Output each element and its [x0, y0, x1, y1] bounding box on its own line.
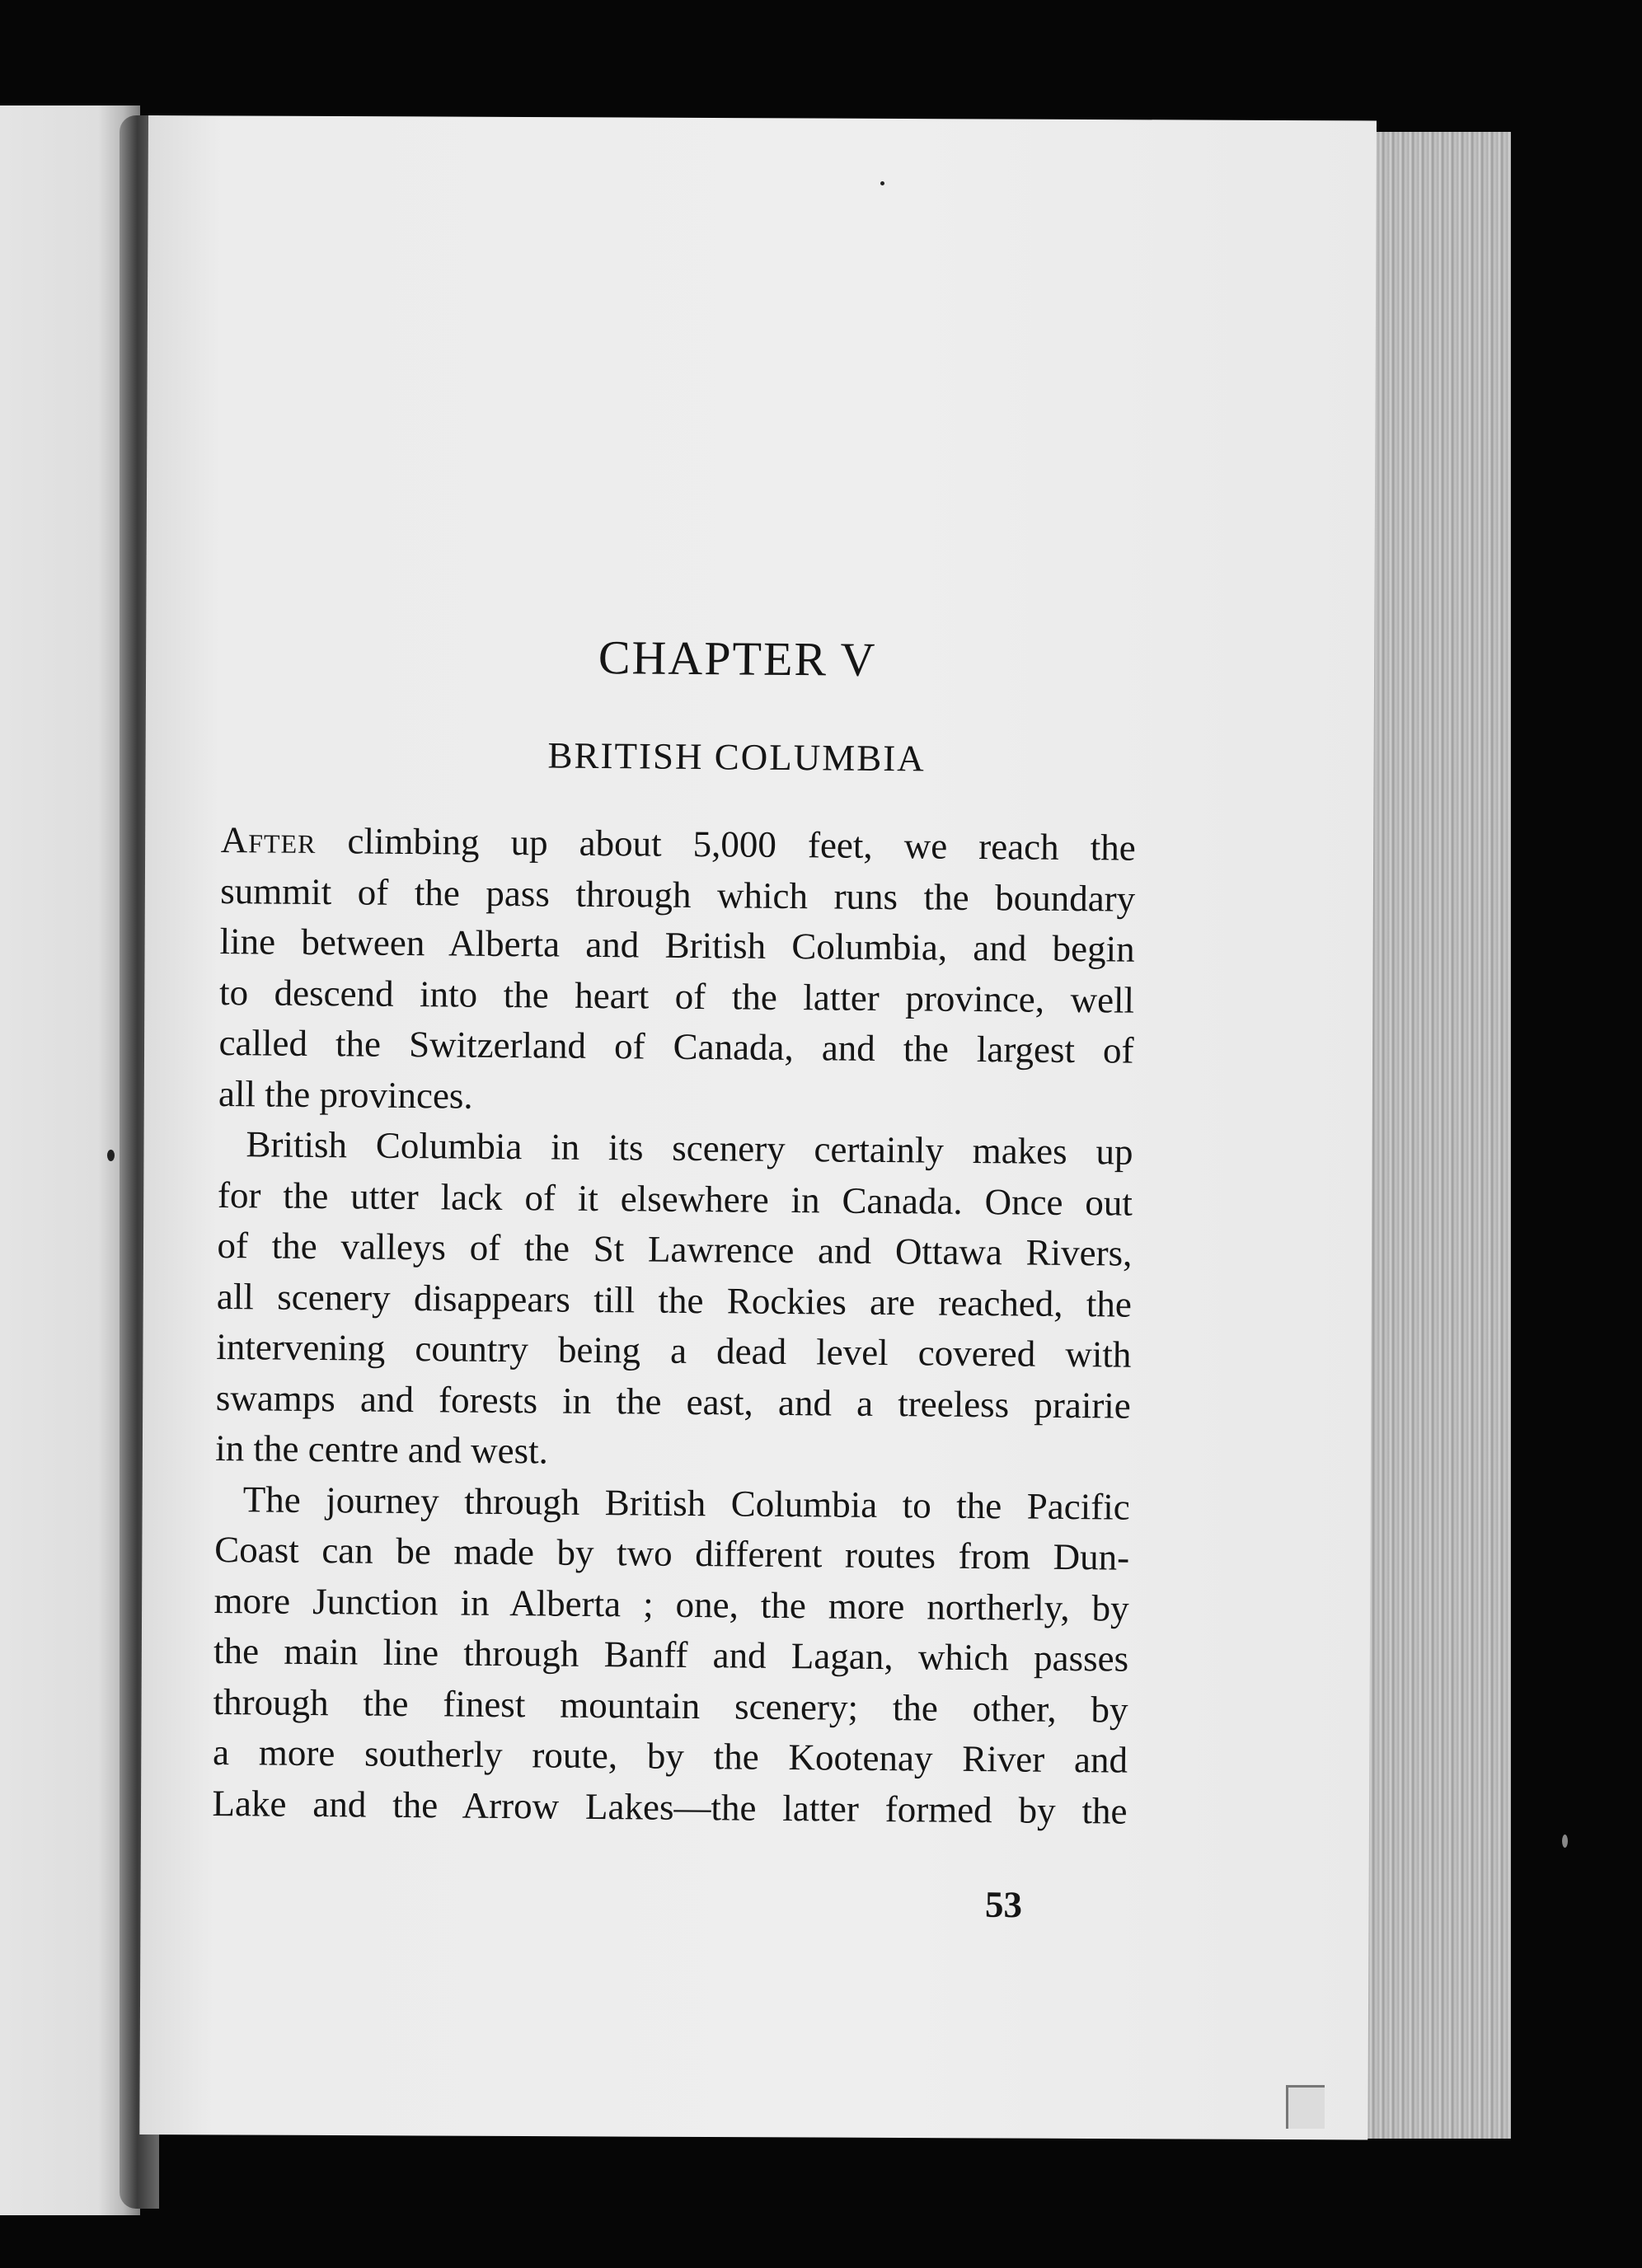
page-number: 53 [984, 1883, 1023, 1926]
dust-speck [107, 1150, 115, 1161]
text-line: Coast can be made by two different routes from Dun- [214, 1528, 1130, 1578]
text-line: After climbing up about 5,000 feet, we reach the [220, 818, 1136, 869]
text-line: swamps and forests in the east, and a treeless prairie [215, 1376, 1132, 1427]
text-line: the main line through Banff and Lagan, which passes [213, 1629, 1129, 1680]
text-line: all scenery disappears till the Rockies are reached, the [216, 1275, 1133, 1325]
paragraph-3 [212, 1474, 1130, 1836]
paragraph-2 [215, 1119, 1133, 1482]
text-line: of the valleys of the St Lawrence and Ottawa Rivers, [217, 1224, 1133, 1274]
chapter-heading: CHAPTER V [598, 630, 877, 686]
page-text [212, 626, 1138, 1837]
dust-speck [880, 181, 884, 185]
text-line: a more southerly route, by the Kootenay River and [212, 1731, 1128, 1781]
text-line: through the finest mountain scenery; the other, by [213, 1680, 1128, 1731]
text-line: Lake and the Arrow Lakes—the latter formed by the [212, 1782, 1128, 1832]
text-line: in the centre and west. [215, 1427, 549, 1472]
text-line: line between Alberta and British Columbia, and begin [219, 920, 1135, 970]
text-line: summit of the pass through which runs the boundary [219, 869, 1136, 920]
text-line: intervening country being a dead level covered with [216, 1325, 1132, 1375]
dust-speck [1562, 1835, 1568, 1848]
text-line: to descend into the heart of the latter province, well [218, 971, 1135, 1021]
text-line: The journey through British Columbia to the Pacific [242, 1478, 1130, 1528]
text-line: British Columbia in its scenery certainly makes up [246, 1123, 1133, 1173]
text-line: for the utter lack of it elsewhere in Canada. Once out [217, 1174, 1133, 1224]
page-edges [1358, 132, 1511, 2139]
text-line: more Junction in Alberta ; one, the more northerly, by [213, 1579, 1129, 1629]
drop-word: After [220, 818, 317, 861]
text-line: called the Switzerland of Canada, and the largest of [218, 1021, 1134, 1071]
corner-fold [1286, 2085, 1325, 2129]
paragraph-1 [218, 815, 1136, 1127]
chapter-title: BRITISH COLUMBIA [547, 734, 926, 780]
text-line: all the provinces. [218, 1072, 473, 1117]
